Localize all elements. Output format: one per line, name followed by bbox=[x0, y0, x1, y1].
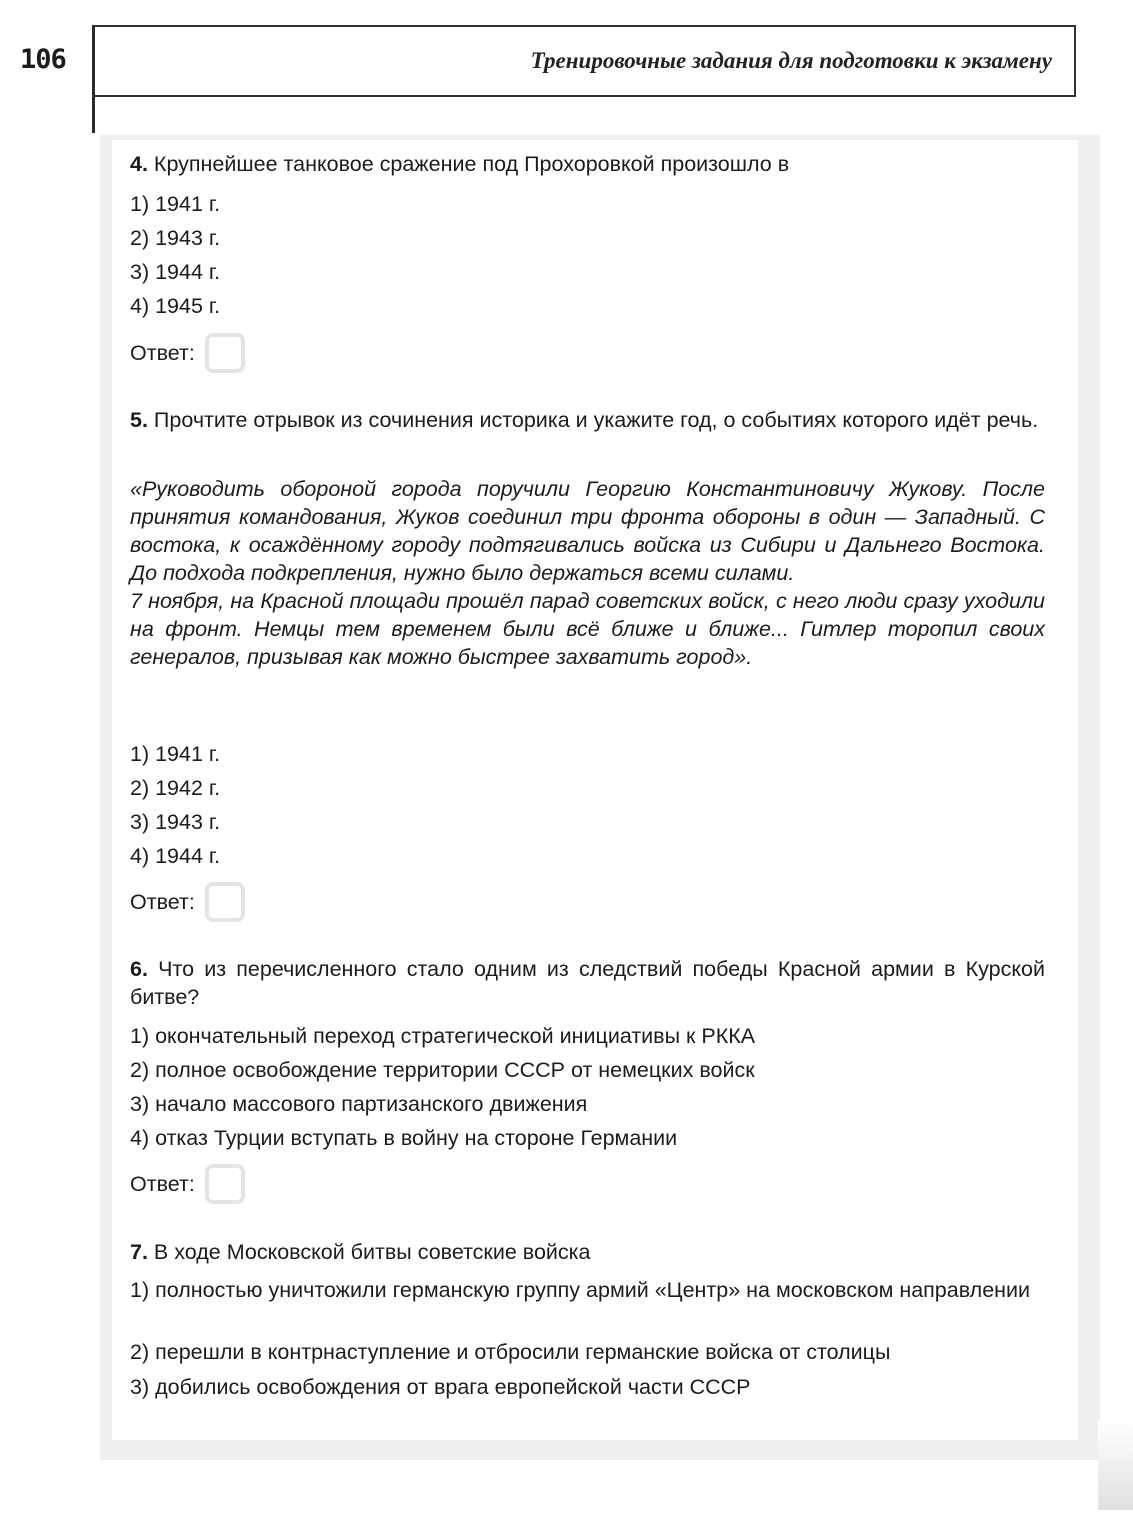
question-4 bbox=[130, 150, 1045, 178]
q5-option-3: 3) 1943 г. bbox=[130, 810, 221, 834]
answer-label: Ответ: bbox=[130, 1171, 195, 1196]
question-text: В ходе Московской битвы советские войска bbox=[153, 1240, 591, 1264]
quote-paragraph: 7 ноября, на Красной площади прошёл парад советских войск, с него люди сразу уходили на фронт. Немцы тем временем были всё ближе и ближе... Гитлер торопил своих генералов, призывая как можно быстрее захватить город». bbox=[130, 589, 1045, 669]
q4-option-2: 2) 1943 г. bbox=[130, 226, 221, 250]
page-edge-shadow bbox=[1098, 1420, 1133, 1510]
question-7 bbox=[130, 1238, 1045, 1266]
answer-box[interactable] bbox=[205, 1164, 245, 1204]
question-6 bbox=[130, 955, 1045, 1011]
question-number: 5. bbox=[130, 408, 148, 432]
header-title: Тренировочные задания для подготовки к экзамену bbox=[530, 48, 1052, 73]
answer-label: Ответ: bbox=[130, 889, 195, 914]
q6-option-1: 1) окончательный переход стратегической инициативы к РККА bbox=[130, 1024, 756, 1048]
q5-quote bbox=[130, 475, 1045, 671]
q6-option-4: 4) отказ Турции вступать в войну на стороне Германии bbox=[130, 1126, 678, 1150]
question-text: Что из перечисленного стало одним из следствий победы Красной армии в Курской битве? bbox=[130, 957, 1045, 1009]
q6-option-2: 2) полное освобождение территории СССР от немецких войск bbox=[130, 1058, 755, 1082]
q7-option-2: 2) перешли в контрнаступление и отбросили германские войска от столицы bbox=[130, 1340, 891, 1364]
q4-option-4: 4) 1945 г. bbox=[130, 294, 221, 318]
question-text: Прочтите отрывок из сочинения историка и укажите год, о событиях которого идёт речь. bbox=[153, 408, 1039, 432]
q7-option-3: 3) добились освобождения от врага европейской части СССР bbox=[130, 1375, 751, 1399]
q4-option-1: 1) 1941 г. bbox=[130, 192, 221, 216]
q5-option-2: 2) 1942 г. bbox=[130, 776, 221, 800]
quote-paragraph: «Руководить обороной города поручили Георгию Константиновичу Жукову. После принятия командования, Жуков соединил три фронта обороны в один — Западный. С востока, к осаждённому городу подтягивались войска из Сибири и Дальнего Востока. До подхода подкрепления, нужно было держаться всеми силами. bbox=[130, 477, 1045, 585]
q4-answer bbox=[130, 333, 245, 373]
question-text: Крупнейшее танковое сражение под Прохоровкой произошло в bbox=[153, 152, 790, 176]
q6-option-3: 3) начало массового партизанского движения bbox=[130, 1092, 588, 1116]
question-number: 7. bbox=[130, 1240, 148, 1264]
question-number: 4. bbox=[130, 152, 148, 176]
answer-label: Ответ: bbox=[130, 340, 195, 365]
answer-box[interactable] bbox=[205, 333, 245, 373]
question-5 bbox=[130, 406, 1045, 434]
q5-option-4: 4) 1944 г. bbox=[130, 844, 221, 868]
q7-option-1: 1) полностью уничтожили германскую группу армий «Центр» на московском направлении bbox=[130, 1278, 1031, 1302]
answer-box[interactable] bbox=[205, 882, 245, 922]
q6-answer bbox=[130, 1164, 245, 1204]
q5-option-1: 1) 1941 г. bbox=[130, 742, 221, 766]
q4-option-3: 3) 1944 г. bbox=[130, 260, 221, 284]
page-number: 106 bbox=[20, 44, 66, 75]
q5-answer bbox=[130, 882, 245, 922]
question-number: 6. bbox=[130, 957, 148, 981]
page-header bbox=[94, 25, 1076, 97]
